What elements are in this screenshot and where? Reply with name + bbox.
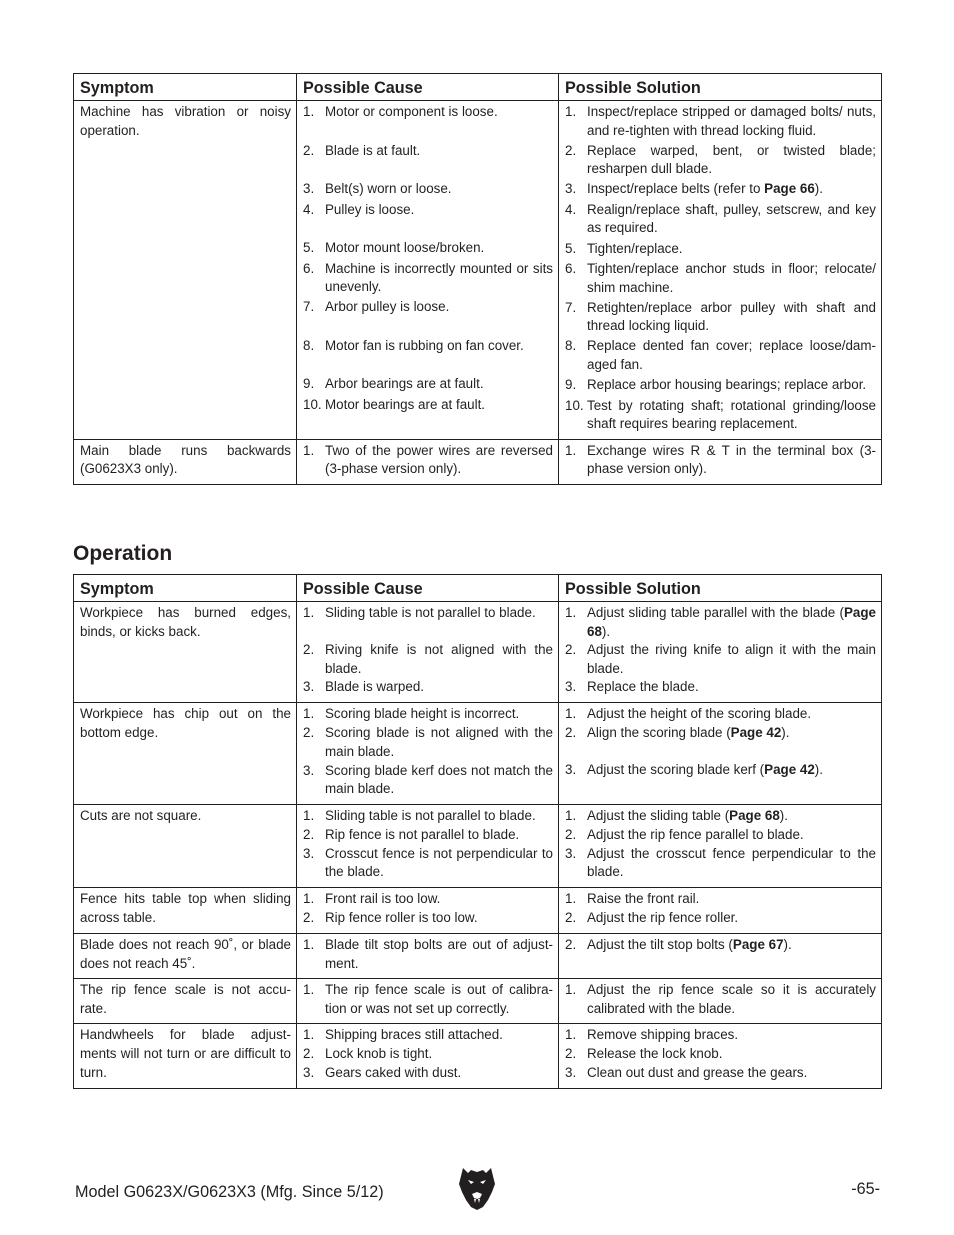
solution-item bbox=[565, 1064, 876, 1083]
cause-list bbox=[303, 103, 553, 433]
cause-item bbox=[303, 337, 553, 374]
item-number: 1. bbox=[565, 890, 577, 906]
page-reference: Page 67 bbox=[732, 936, 784, 952]
table-header-row bbox=[74, 74, 882, 101]
item-number: 3. bbox=[303, 679, 315, 695]
item-text: Exchange wires R & T in the terminal box (3-phase version only). bbox=[587, 442, 876, 477]
item-number: 1. bbox=[303, 1027, 315, 1043]
item-number: 2. bbox=[565, 826, 577, 842]
item-text: Machine is incorrectly mounted or sits unevenly. bbox=[325, 260, 553, 295]
item-text: Clean out dust and grease the gears. bbox=[587, 1065, 808, 1081]
item-text: Realign/replace shaft, pulley, setscrew, and key as required. bbox=[587, 201, 876, 236]
solution-list bbox=[565, 981, 876, 1018]
solution-item bbox=[565, 1026, 876, 1045]
item-text: Tighten/replace anchor studs in floor; relocate/ shim machine. bbox=[587, 261, 876, 295]
cause-item bbox=[303, 442, 553, 479]
cause-item bbox=[303, 375, 553, 394]
cause-list bbox=[303, 705, 553, 798]
solution-cell bbox=[559, 933, 882, 978]
solution-list bbox=[565, 604, 876, 697]
table-row bbox=[74, 703, 882, 804]
item-number: 2. bbox=[565, 142, 577, 158]
cause-cell bbox=[297, 602, 559, 703]
solution-item bbox=[565, 604, 876, 641]
cause-cell bbox=[297, 933, 559, 978]
symptom-header: Symptom bbox=[74, 575, 297, 602]
cause-item bbox=[303, 762, 553, 799]
item-text: Adjust the tilt stop bolts ( bbox=[587, 936, 733, 952]
table-row bbox=[74, 887, 882, 933]
page-number: -65- bbox=[851, 1180, 880, 1198]
item-number: 3. bbox=[303, 845, 315, 861]
solution-cell bbox=[559, 979, 882, 1024]
page-reference: Page 68 bbox=[729, 807, 780, 823]
cause-item bbox=[303, 298, 553, 335]
cause-header: Possible Cause bbox=[297, 74, 559, 101]
item-number: 2. bbox=[303, 725, 315, 741]
solution-cell bbox=[559, 439, 882, 484]
section-title: Operation bbox=[73, 542, 173, 565]
cause-cell bbox=[297, 1024, 559, 1089]
symptom-cell: Handwheels for blade adjust- ments will not turn or are difficult to turn. bbox=[74, 1024, 297, 1089]
table-row bbox=[74, 804, 882, 887]
cause-item bbox=[303, 1045, 553, 1064]
item-number: 3. bbox=[303, 1065, 315, 1081]
item-text: Arbor pulley is loose. bbox=[325, 299, 450, 315]
item-text: Raise the front rail. bbox=[587, 890, 700, 906]
troubleshooting-table-operation bbox=[73, 574, 882, 1089]
cause-item bbox=[303, 396, 553, 433]
item-text: Sliding table is not parallel to blade. bbox=[325, 807, 536, 823]
item-number: 1. bbox=[303, 442, 315, 458]
item-number: 2. bbox=[303, 1046, 315, 1062]
cause-item bbox=[303, 1026, 553, 1045]
cause-item bbox=[303, 180, 553, 199]
symptom-header: Symptom bbox=[74, 74, 297, 101]
cause-item bbox=[303, 142, 553, 179]
cause-cell bbox=[297, 703, 559, 804]
item-text: Rip fence is not parallel to blade. bbox=[325, 826, 520, 842]
item-number: 4. bbox=[565, 201, 577, 217]
solution-item bbox=[565, 260, 876, 297]
troubleshooting-table-motor bbox=[73, 73, 882, 485]
cause-item bbox=[303, 807, 553, 826]
solution-list bbox=[565, 442, 876, 479]
cause-item bbox=[303, 936, 553, 973]
table-header-row bbox=[74, 575, 882, 602]
solution-item bbox=[565, 845, 876, 882]
item-number: 1. bbox=[565, 605, 577, 620]
cause-item bbox=[303, 201, 553, 238]
cause-item bbox=[303, 981, 553, 1018]
page-reference: Page 68 bbox=[587, 605, 876, 639]
cause-cell bbox=[297, 804, 559, 887]
cause-list bbox=[303, 604, 553, 697]
solution-item bbox=[565, 641, 876, 678]
item-number: 2. bbox=[565, 936, 577, 952]
solution-item bbox=[565, 1045, 876, 1064]
cause-item bbox=[303, 705, 553, 724]
solution-cell bbox=[559, 1024, 882, 1089]
cause-item bbox=[303, 604, 553, 641]
solution-item bbox=[565, 180, 876, 199]
item-number: 2. bbox=[565, 642, 577, 658]
item-text: Replace arbor housing bearings; replace arbor. bbox=[587, 377, 867, 393]
solution-list bbox=[565, 1026, 876, 1083]
item-text: Scoring blade height is incorrect. bbox=[325, 706, 520, 722]
item-number: 3. bbox=[565, 762, 577, 778]
item-text: ). bbox=[814, 181, 823, 197]
item-text: Blade is at fault. bbox=[325, 142, 421, 158]
item-text: Release the lock knob. bbox=[587, 1046, 723, 1062]
item-number: 2. bbox=[565, 1046, 577, 1062]
item-number: 2. bbox=[565, 725, 577, 741]
item-text: Adjust the scoring blade kerf ( bbox=[587, 762, 765, 778]
table-row bbox=[74, 1024, 882, 1089]
cause-cell bbox=[297, 979, 559, 1024]
item-text: Replace warped, bent, or twisted blade; resharpen dull blade. bbox=[587, 142, 876, 177]
item-text: ). bbox=[814, 762, 823, 778]
item-text: Two of the power wires are reversed (3-phase version only). bbox=[325, 442, 553, 477]
item-number: 1. bbox=[565, 1027, 577, 1043]
item-number: 8. bbox=[565, 338, 577, 354]
item-number: 5. bbox=[303, 240, 315, 255]
item-text: Blade is warped. bbox=[325, 679, 424, 695]
cause-list bbox=[303, 807, 553, 882]
cause-item bbox=[303, 909, 553, 928]
cause-header: Possible Cause bbox=[297, 575, 559, 602]
item-number: 6. bbox=[565, 261, 577, 277]
item-text: Adjust the rip fence parallel to blade. bbox=[587, 826, 804, 842]
item-text: Riving knife is not aligned with the blade. bbox=[325, 642, 553, 676]
item-number: 2. bbox=[303, 826, 315, 842]
symptom-cell: Machine has vibration or noisy operation. bbox=[74, 101, 297, 440]
item-text: Replace dented fan cover; replace loose/dam- aged fan. bbox=[587, 338, 876, 373]
item-number: 5. bbox=[565, 240, 577, 256]
item-number: 1. bbox=[303, 982, 315, 998]
page-reference: Page 66 bbox=[764, 181, 815, 197]
solution-item bbox=[565, 807, 876, 826]
solution-item bbox=[565, 890, 876, 909]
solution-list bbox=[565, 103, 876, 434]
item-text: Scoring blade kerf does not match the main blade. bbox=[325, 762, 553, 797]
item-text: Adjust the rip fence roller. bbox=[587, 909, 739, 925]
item-number: 1. bbox=[303, 605, 315, 620]
item-text: Retighten/replace arbor pulley with shaft and thread locking liquid. bbox=[587, 299, 876, 334]
solution-item bbox=[565, 442, 876, 479]
symptom-cell: Blade does not reach 90˚, or blade does not reach 45˚. bbox=[74, 933, 297, 978]
grizzly-bear-logo-icon bbox=[457, 1164, 497, 1210]
cause-list bbox=[303, 1026, 553, 1083]
item-text: Front rail is too low. bbox=[325, 890, 441, 906]
item-text: Pulley is loose. bbox=[325, 201, 415, 217]
item-number: 3. bbox=[303, 181, 315, 196]
item-text: Shipping braces still attached. bbox=[325, 1027, 503, 1043]
table-row bbox=[74, 979, 882, 1024]
page-reference: Page 42 bbox=[730, 725, 782, 741]
item-number: 9. bbox=[303, 376, 315, 392]
item-text: Test by rotating shaft; rotational grinding/loose shaft requires bearing replacement. bbox=[587, 397, 876, 432]
table-row bbox=[74, 439, 882, 484]
solution-item bbox=[565, 337, 876, 374]
cause-list bbox=[303, 890, 553, 928]
solution-item bbox=[565, 299, 876, 336]
item-number: 1. bbox=[303, 936, 315, 952]
symptom-cell: The rip fence scale is not accu- rate. bbox=[74, 979, 297, 1024]
page-reference: Page 42 bbox=[764, 762, 815, 778]
item-number: 2. bbox=[565, 909, 577, 925]
item-text: Motor or component is loose. bbox=[325, 104, 498, 119]
item-text: Adjust the sliding table ( bbox=[587, 807, 730, 823]
cause-item bbox=[303, 890, 553, 909]
item-text: Replace the blade. bbox=[587, 679, 699, 695]
item-number: 4. bbox=[303, 201, 315, 217]
solution-item bbox=[565, 240, 876, 259]
item-text: Sliding table is not parallel to blade. bbox=[325, 605, 536, 620]
item-text: ). bbox=[783, 936, 792, 952]
solution-cell bbox=[559, 101, 882, 440]
item-number: 2. bbox=[303, 642, 315, 657]
cause-list bbox=[303, 442, 553, 479]
cause-cell bbox=[297, 887, 559, 933]
solution-item bbox=[565, 705, 876, 724]
solution-item bbox=[565, 142, 876, 179]
item-number: 2. bbox=[303, 909, 315, 925]
solution-header: Possible Solution bbox=[559, 575, 882, 602]
solution-item bbox=[565, 376, 876, 395]
item-text: Remove shipping braces. bbox=[587, 1027, 739, 1043]
cause-item bbox=[303, 826, 553, 845]
solution-cell bbox=[559, 602, 882, 703]
cause-item bbox=[303, 641, 553, 678]
solution-item bbox=[565, 397, 876, 434]
item-number: 1. bbox=[565, 442, 577, 458]
solution-item bbox=[565, 103, 876, 140]
cause-cell bbox=[297, 101, 559, 440]
solution-list bbox=[565, 705, 876, 798]
symptom-cell: Workpiece has burned edges, binds, or kicks back. bbox=[74, 602, 297, 703]
item-text: Motor bearings are at fault. bbox=[325, 396, 486, 412]
solution-item bbox=[565, 678, 876, 697]
solution-list bbox=[565, 807, 876, 882]
item-text: Align the scoring blade ( bbox=[587, 725, 731, 741]
item-text: Inspect/replace stripped or damaged bolts/ nuts, and re-tighten with thread locking fluid. bbox=[587, 104, 876, 138]
item-number: 1. bbox=[303, 890, 315, 906]
item-text: Adjust sliding table parallel with the blade ( bbox=[587, 605, 844, 620]
item-text: Tighten/replace. bbox=[587, 240, 683, 256]
symptom-cell: Workpiece has chip out on the bottom edge. bbox=[74, 703, 297, 804]
cause-list bbox=[303, 936, 553, 973]
cause-item bbox=[303, 1064, 553, 1083]
item-text: Inspect/replace belts (refer to bbox=[587, 181, 765, 197]
item-text: Scoring blade is not aligned with the main blade. bbox=[325, 725, 553, 759]
item-number: 3. bbox=[303, 762, 315, 778]
item-number: 10. bbox=[303, 396, 322, 412]
table-row bbox=[74, 602, 882, 703]
item-text: Motor fan is rubbing on fan cover. bbox=[325, 337, 524, 353]
solution-cell bbox=[559, 703, 882, 804]
item-number: 10. bbox=[565, 397, 584, 413]
cause-item bbox=[303, 260, 553, 297]
item-number: 3. bbox=[565, 845, 577, 861]
item-text: Lock knob is tight. bbox=[325, 1046, 433, 1062]
item-text: ). bbox=[601, 623, 611, 639]
solution-cell bbox=[559, 887, 882, 933]
solution-item bbox=[565, 826, 876, 845]
item-number: 1. bbox=[303, 104, 315, 119]
footer-model: Model G0623X/G0623X3 (Mfg. Since 5/12) bbox=[75, 1183, 384, 1201]
item-text: Adjust the height of the scoring blade. bbox=[587, 706, 812, 722]
item-number: 1. bbox=[565, 104, 577, 119]
item-text: Adjust the riving knife to align it with the main blade. bbox=[587, 642, 876, 676]
symptom-cell: Fence hits table top when sliding across table. bbox=[74, 887, 297, 933]
item-text: Blade tilt stop bolts are out of adjust- ment. bbox=[325, 936, 553, 971]
cause-list bbox=[303, 981, 553, 1018]
item-number: 1. bbox=[565, 982, 577, 998]
item-text: ). bbox=[781, 725, 790, 741]
item-number: 7. bbox=[303, 299, 315, 315]
cause-item bbox=[303, 103, 553, 140]
item-number: 1. bbox=[565, 807, 577, 823]
cause-item bbox=[303, 678, 553, 697]
symptom-cell: Main blade runs backwards (G0623X3 only). bbox=[74, 439, 297, 484]
solution-cell bbox=[559, 804, 882, 887]
table-row bbox=[74, 101, 882, 440]
symptom-cell: Cuts are not square. bbox=[74, 804, 297, 887]
item-text: Adjust the rip fence scale so it is accurately calibrated with the blade. bbox=[587, 982, 876, 1016]
item-number: 2. bbox=[303, 142, 315, 158]
item-text: Crosscut fence is not perpendicular to the blade. bbox=[325, 845, 553, 880]
cause-item bbox=[303, 239, 553, 258]
item-text: Gears caked with dust. bbox=[325, 1065, 462, 1081]
item-text: Adjust the crosscut fence perpendicular to the blade. bbox=[587, 845, 876, 880]
item-text: Motor mount loose/broken. bbox=[325, 240, 485, 255]
solution-item bbox=[565, 909, 876, 928]
item-number: 1. bbox=[565, 706, 577, 722]
solution-header: Possible Solution bbox=[559, 74, 882, 101]
item-number: 1. bbox=[303, 807, 315, 823]
item-number: 3. bbox=[565, 679, 577, 695]
solution-item bbox=[565, 201, 876, 238]
item-text: Belt(s) worn or loose. bbox=[325, 181, 452, 196]
item-number: 6. bbox=[303, 260, 315, 276]
item-number: 3. bbox=[565, 181, 577, 197]
item-text: Rip fence roller is too low. bbox=[325, 909, 478, 925]
item-text: ). bbox=[779, 807, 788, 823]
cause-item bbox=[303, 845, 553, 882]
cause-cell bbox=[297, 439, 559, 484]
item-number: 9. bbox=[565, 377, 577, 393]
item-number: 3. bbox=[565, 1065, 577, 1081]
item-number: 8. bbox=[303, 337, 315, 353]
solution-list bbox=[565, 890, 876, 928]
solution-item bbox=[565, 981, 876, 1018]
solution-item bbox=[565, 761, 876, 798]
solution-item bbox=[565, 936, 876, 973]
cause-item bbox=[303, 724, 553, 761]
item-number: 7. bbox=[565, 299, 577, 315]
item-number: 1. bbox=[303, 706, 315, 722]
solution-list bbox=[565, 936, 876, 973]
item-text: The rip fence scale is out of calibra- tion or was not set up correctly. bbox=[325, 982, 553, 1016]
solution-item bbox=[565, 724, 876, 761]
table-row bbox=[74, 933, 882, 978]
item-text: Arbor bearings are at fault. bbox=[325, 376, 484, 392]
